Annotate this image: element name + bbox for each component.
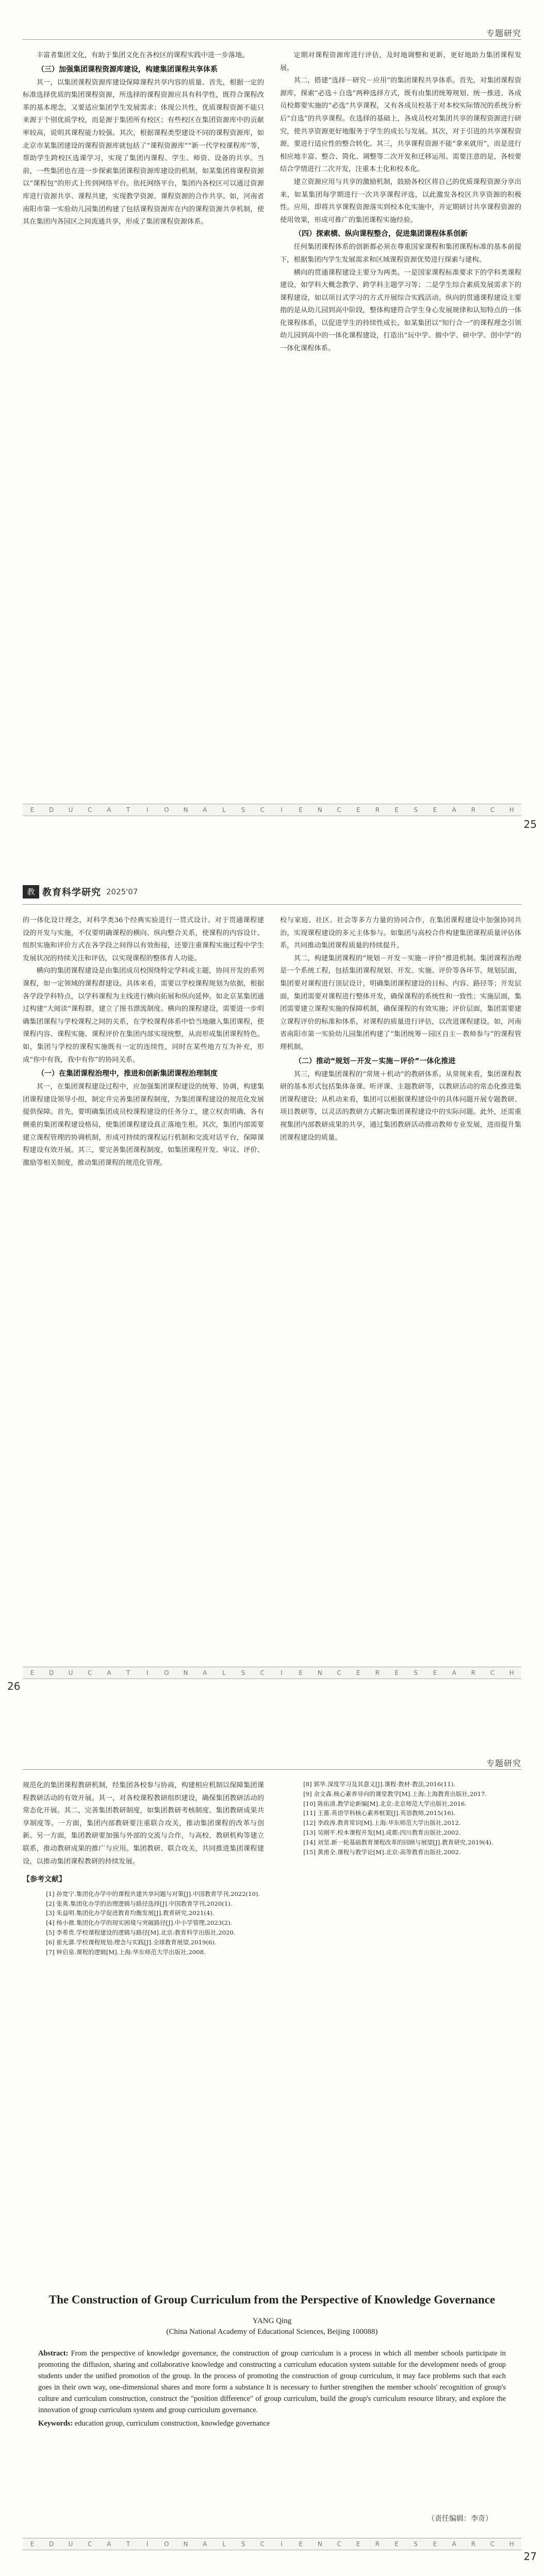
header-rule bbox=[23, 1769, 521, 1770]
left-column bbox=[23, 1780, 264, 2274]
body-columns bbox=[23, 914, 521, 1584]
paragraph: 建立资源应用与共享的激励机制，鼓励各校区将自己的优质课程资源分享出来，如某集团每学期进行一次共享课程评选，以此激发各校区共享资源的积极性。应用，即将共享课程资源落实到校本化实施中，并定期研讨共享课程资源的使用效果，形成可推广的集团课程实施经验。 bbox=[280, 178, 521, 224]
left-column bbox=[23, 49, 264, 719]
reference-item: [9] 余文森.核心素养导向的课堂教学[M].上海:上海教育出版社,2017. bbox=[303, 1790, 487, 1798]
paragraph: 的一体化设计理念，对科学类36个经典实验进行一贯式设计。对于贯通课程建设的开发与实施，不仅要明确课程的横向、纵向整合关系，使课程的内容设计、组织实施和评价方式在各学段之间得以有效衔接，还要注重课程实施过程中学生发展状况的持续关注和评估，以实现课程的整体育人功能。 bbox=[23, 917, 264, 962]
paragraph: 其二，构建集团课程的“规划－开发－实施－评价”推进机制。集团课程治理是一个系统工程，包括集团课程规划、开发、实施、评价等各环节。规划层面，集团要对课程进行顶层设计，明确集团课程建设的目标、内容、路径等；开发层面，集团需要对课程进行整体开发，确保课程的系统性和一致性；实施层面，集团需要建立课程实施的保障机制，确保课程的有效实施；评价层面，集团需要建立课程评价的标准和体系，对课程的质量进行评估，以改进课程建设。如，河南省南阳市第一实验幼儿园集团构建了“集团统筹－园区自主－教师参与”的课程管理机制。 bbox=[280, 954, 521, 1051]
reference-item: [10] 陈佑清.教学论新编[M].北京:北京师范大学出版社,2016. bbox=[303, 1800, 467, 1807]
paragraph: 其一，以集团课程资源库建设保障课程共享内容的质量、首先，根据一定的标准选择优质的集团课程资源，所选择的课程资源应具有科学性，既符合课程改革的基本理念，又要适应集团学生发展需求；体现公共性，优质课程资源不能只来源于个别优质学校，而是源于集团所有校区；有些校区在集团资源库中的贡献率较高，说明其课程能力较强。其次，根据课程类型建设不同的课程资源库，如北京市某集团建设的课程资源库就包括了“课程资源库”“新一代学校课程库”等，帮助学生跨校区选课学习，实现了集团内课程、学生、师资、设备的共享。当前，一些集团也在进一步探索集团课程资源库建设的机制，如某集团将课程资源以“课程包”的形式上传到网络平台。依托网络平台，集团内各校区可以通过资源库进行资源共享、课程共建，实现教学资源、课程资源的合作共享。如，河南省南阳市第一实验幼儿园集团构建了包括课程资源库在内的课程资源共享机制，使其在集团内各园区之间流通共享，形成了集团课程资源体系。 bbox=[23, 78, 264, 226]
section-heading: （三）加强集团课程资源库建设，构建集团课程共享体系 bbox=[37, 65, 218, 74]
section-heading: （四）探索横、纵向课程整合，促进集团课程体系创新 bbox=[294, 230, 468, 239]
paragraph: 丰富者集团文化，有助于集团文化在各校区的课程实践中进一步落地。 bbox=[36, 52, 249, 59]
reference-item: [14] 刘坚.新一轮基础教育课程改革的回顾与展望[J].教育研究,2019(4). bbox=[303, 1838, 493, 1846]
journal-header bbox=[23, 884, 138, 900]
keywords-body: education group, curriculum construction, knowledge governance bbox=[74, 2419, 270, 2428]
paragraph: 其一，在集团课程建设过程中，应加强集团课程建设的统筹、协调，构建集团课程建设领导小组，制定并完善集团课程制度，为集团课程建设的规范化发展提供保障。首先，要明确集团成员校课程建设的任务分工，建立权责明确、各有侧重的集团课程建设格局，使集团课程建设真正落地生根。其次，集团内部需要建立课程管理的协调机制，形成可持续的课程运行机制和交流对话平台，保障课程建设有效开展。其三，要完善集团课程制度，如集团课程开发、审议、评价、激励等相关制度，推动集团课程的规范化管理。 bbox=[23, 1083, 264, 1167]
footer-band: E D U C A T I O N A L S C I E N C E R E S E A R C H bbox=[23, 804, 521, 816]
abstract-body: From the perspective of knowledge governance, the construction of group curriculum is a process in which all member schools participate in promoting the diffusion, sharing and collaborative knowledge and constructing a curriculum education system suitable for the development needs of group students under the unified promotion of the group. In the process of promoting the construction of group curriculum, it may face problems such that each goes in their own way, one-dimensional shares and more form a substance It is necessary to further strengthen the member schools' recognition of group's culture and curriculum construction, construct the "position difference" of group curriculum, build the group's curriculum resource library, and explore the innovation of group curriculum system and group curriculum governance. bbox=[38, 2349, 506, 2414]
paragraph: 任何集团课程体系的创新都必须在尊重国家课程和集团课程标准的基本前提下，根据集团内学生发展需求和区域课程资源优势进行探索与建构。 bbox=[280, 243, 521, 264]
body-columns bbox=[23, 49, 521, 719]
header-rule bbox=[23, 904, 521, 905]
paragraph: 横向的集团课程建设是由集团成员校围绕特定学科或主题，协同开发的系列课程，如一定领域的课程群建设。具体来看，需要以学校课程规划为依据，根据各学段学科特点，以学科课程为主线进行横向拓展和纵向延伸。如北京某集团通过构建“大阅读”课程群，建立了图书漂流制度。横向的课程建设，需要进一步明确集团课程与学校课程之间的关系，在学校课程体系中恰当地融入集团课程，使课程内容、课程实施、课程评价在集团内部实现统整，从而形成集团课程特色。如，集团与学校的课程实施既有一定的连续性，同时在某些地方互为补充，形成“你中有我，我中有你”的协同关系。 bbox=[23, 967, 264, 1064]
reference-item: [6] 崔允漷.学校课程规划:理念与实践[J].全球教育展望,2019(6). bbox=[46, 1938, 217, 1946]
section-heading: （二）推动“规划－开发－实施－评价”一体化推进 bbox=[294, 1057, 456, 1065]
reference-item: [11] 王蔷.英语学科核心素养框架[J].英语教师,2015(16). bbox=[303, 1809, 455, 1817]
reference-item: [2] 张爽.集团化办学的治理逻辑与路径选择[J].中国教育学刊,2020(1). bbox=[46, 1900, 233, 1907]
page-number: 27 bbox=[523, 2550, 537, 2563]
reference-item: [8] 郭华.深度学习及其意义[J].课程·教材·教法,2016(11). bbox=[303, 1781, 455, 1788]
right-column bbox=[280, 1780, 521, 2274]
paragraph: 规范化的集团课程教研机制，经集团各校参与协商，构建相应机制以保障集团课程教研活动的有效开展。其一，对各校课程教研组织建设，确保集团教研活动的常态化开展。其二，完善集团教研制度，如集团教研考核制度、集团教研成果共享制度等。一方面，集团内部教研要注重联合攻关，推动集团课程的改革与创新。另一方面，集团教研要加强与外部的交流与合作，与高校、教研机构等建立联系，推动教研成果的推广与应用。集团教研、联合攻关，共同推进集团课程建设，以推动集团课程教研的持续发展。 bbox=[23, 1782, 264, 1866]
reference-item: [12] 李政涛.教育常识[M].上海:华东师范大学出版社,2012. bbox=[303, 1819, 461, 1827]
english-abstract bbox=[38, 2292, 506, 2429]
paragraph: 其二，搭建“选择－研究－应用”的集团课程共享体系。首先，对集团课程资源库，探索“必选＋自选”两种选择方式，既有由集团统筹规划、统一推进、各成员校都要实施的“必选”共享课程，又有各成员校基于对本校实际情况的系统分析后“自选”的共享课程。在选择的基础上，各成员校对集团共享的课程资源进行研究，使共享资源更好地服务于学生的成长与发展。其次，对于引进的共享课程资源，要进行适应性的整合转化。其三，共享课程资源不能“拿来就用”，而是进行相应地丰富、整合、简化、调整等二次开发和迁移运用。需要注意的是，各校要结合学情进行二次开发，注重本土化和校本化。 bbox=[280, 77, 521, 174]
section-heading: （一）在集团课程治理中，推进和创新集团课程治理制度 bbox=[37, 1070, 218, 1078]
right-column bbox=[280, 49, 521, 719]
reference-item: [4] 杨小微.集团化办学的现实困境与突破路径[J].中小学管理,2023(2). bbox=[46, 1919, 233, 1927]
section-label: 专题研究 bbox=[486, 1758, 521, 1768]
footer-band: E D U C A T I O N A L S C I E N C E R E S E A R C H bbox=[23, 1667, 521, 1679]
abstract-text bbox=[38, 2348, 506, 2416]
page-26 bbox=[0, 865, 544, 1730]
abstract-label: Abstract: bbox=[38, 2349, 69, 2358]
reference-item: [15] 黄甫全.课程与教学论[M].北京:高等教育出版社,2002. bbox=[303, 1848, 461, 1856]
paragraph: 校与家庭、社区、社会等多方力量的协同合作，在集团课程建设中加强协同共治，实现课程建设的多元主体参与。如集团与高校合作构建集团课程质量评估体系，共同推动集团课程质量的持续提升。 bbox=[280, 917, 521, 950]
body-columns bbox=[23, 1780, 521, 2274]
page-27 bbox=[0, 1730, 544, 2576]
journal-issue: 2025'07 bbox=[106, 887, 138, 896]
journal-name: 教育科学研究 bbox=[42, 887, 101, 898]
reference-item: [7] 钟启泉.课程的逻辑[M].上海:华东师范大学出版社,2008. bbox=[46, 1948, 206, 1956]
paragraph: 横向的贯通课程建设主要分为两类。一是国家课程标准要求下的学科类课程建设，如学科大概念教学、跨学科主题学习等；二是学生综合素质发展需求下的课程建设，如以项目式学习的方式开展综合实践活动。纵向的贯通课程建设主要指的是从幼儿园到高中阶段，整体构建符合学生身心发展规律和认知特点的一体化课程体系，以促进学生的持续性成长。如某集团以“知行合一”的课程理念引领幼儿园到高中的一体化课程建设，打造出“玩中学、做中学、研中学、创中学”的一体化课程体系。 bbox=[280, 268, 521, 353]
page-25 bbox=[0, 0, 544, 865]
english-title: The Construction of Group Curriculum from the Perspective of Knowledge Governance bbox=[48, 2293, 496, 2306]
left-column bbox=[23, 914, 264, 1584]
right-column bbox=[280, 914, 521, 1584]
keywords-text bbox=[38, 2418, 506, 2429]
reference-item: [1] 孙宽宁.集团化办学中的课程共建共享问题与对策[J].中国教育学刊,2022(10). bbox=[46, 1890, 260, 1897]
english-affiliation: (China National Academy of Educational Sciences, Beijing 100088) bbox=[166, 2328, 378, 2336]
references-title: 【参考文献】 bbox=[23, 1875, 66, 1884]
editor-note: （责任编辑：李奇） bbox=[427, 2515, 492, 2523]
english-author: YANG Qing bbox=[252, 2317, 292, 2325]
reference-item: [3] 朱益明.集团化办学促进教育均衡发展[J].教育研究,2021(4). bbox=[46, 1909, 215, 1917]
reference-item: [13] 吴刚平.校本课程开发[M].成都:四川教育出版社,2002. bbox=[303, 1828, 461, 1836]
page-number: 26 bbox=[7, 1680, 21, 1692]
keywords-label: Keywords: bbox=[38, 2419, 73, 2428]
journal-logo: 教 bbox=[23, 885, 39, 899]
paragraph: 定期对课程资源库进行评估，及时地调整和更新，更好地助力集团课程发展。 bbox=[280, 52, 521, 72]
header-rule bbox=[23, 39, 521, 40]
section-label: 专题研究 bbox=[486, 28, 521, 38]
paragraph: 其三，构建集团课程的“常规＋机动”的教研体系。从常规来看，集团课程教研的基本形式包括集体备课、听评课、主题教研等，以教研活动的常态化推进集团课程建设；从机动来看，集团可以根据课程建设中的具体问题开展专题教研、项目教研等，以灵活的教研方式解决集团课程建设中的实际问题。此外，还需重视集团内部教研成果的共享，通过集团教研活动推动教师专业发展，进而提升集团课程建设的质量。 bbox=[280, 1070, 521, 1142]
reference-item: [5] 李希贵.学校课程建设的逻辑与路径[M].北京:教育科学出版社,2020. bbox=[46, 1928, 236, 1936]
page-number: 25 bbox=[523, 818, 537, 831]
footer-band: E D U C A T I O N A L S C I E N C E R E S E A R C H bbox=[23, 2538, 521, 2550]
